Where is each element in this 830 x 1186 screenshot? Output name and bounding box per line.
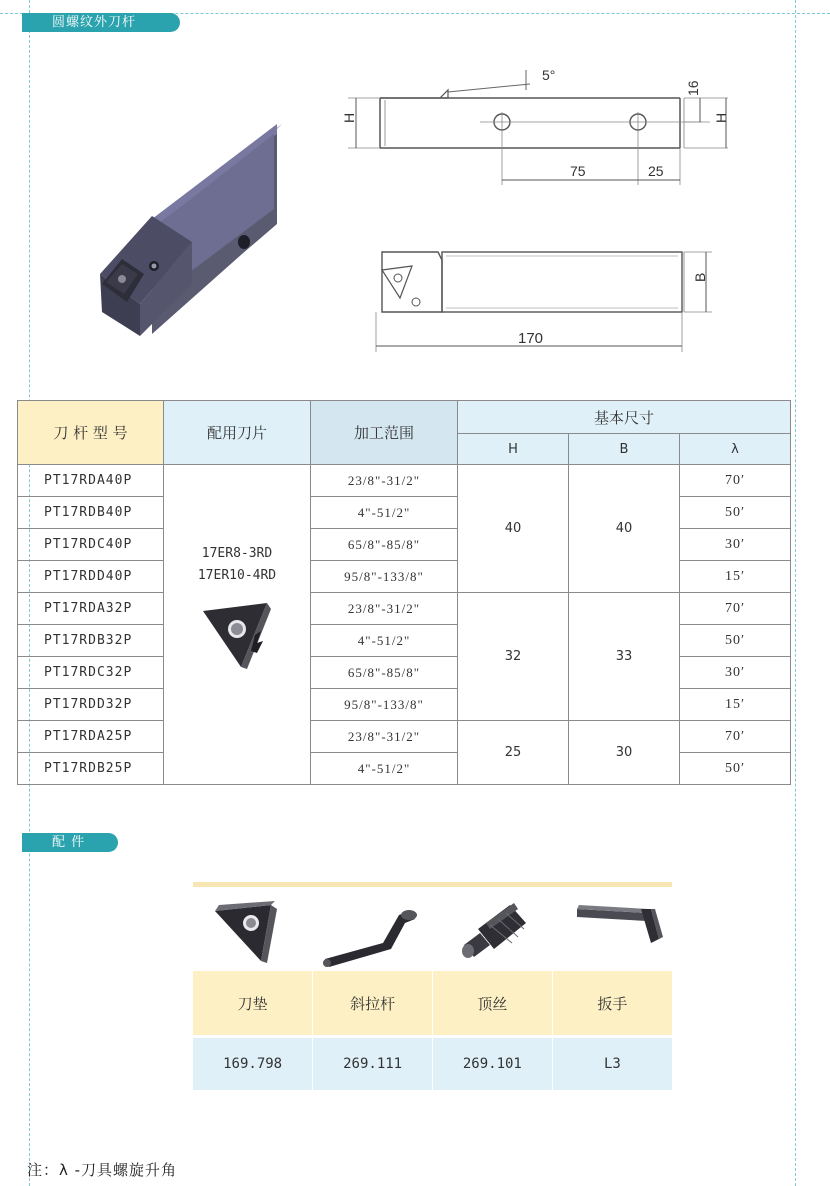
dim-5deg: 5° — [542, 67, 556, 83]
range-cell: 4"-51/2" — [311, 625, 458, 657]
tool-holder-3d-image — [92, 124, 282, 339]
accessories-panel — [193, 882, 672, 1090]
header-model: 刀 杆 型 号 — [18, 401, 164, 465]
model-cell: PT17RDD40P — [18, 561, 164, 593]
insert-cell — [164, 465, 311, 785]
dim-75: 75 — [570, 163, 586, 179]
lambda-cell: 70′ — [680, 465, 791, 497]
footnote: 注：λ -刀具螺旋升角 — [27, 1161, 178, 1179]
dim-h-left: H — [341, 112, 357, 123]
side-view-drawing — [330, 60, 750, 190]
lambda-cell: 70′ — [680, 593, 791, 625]
range-cell: 65/8"-85/8" — [311, 529, 458, 561]
shim-image — [211, 893, 281, 963]
acc-header: 顶丝 — [433, 971, 553, 1037]
set-screw-image — [456, 899, 534, 965]
range-cell: 95/8"-133/8" — [311, 689, 458, 721]
section-title-thread-holder: 圆螺纹外刀杆 — [22, 13, 180, 32]
range-cell: 65/8"-85/8" — [311, 657, 458, 689]
header-h: H — [458, 434, 569, 465]
model-cell: PT17RDA40P — [18, 465, 164, 497]
acc-header: 扳手 — [552, 971, 672, 1037]
table-row — [18, 721, 791, 753]
dim-h-right: H — [713, 112, 729, 123]
model-cell: PT17RDC40P — [18, 529, 164, 561]
lambda-cell: 50′ — [680, 753, 791, 785]
header-insert: 配用刀片 — [164, 401, 311, 465]
range-cell: 23/8"-31/2" — [311, 593, 458, 625]
header-b: B — [569, 434, 680, 465]
header-lambda: λ — [680, 434, 791, 465]
acc-header: 刀垫 — [193, 971, 313, 1037]
acc-value: 169.798 — [193, 1037, 313, 1091]
model-cell: PT17RDA25P — [18, 721, 164, 753]
dim-170: 170 — [518, 330, 544, 347]
acc-value: L3 — [552, 1037, 672, 1091]
lambda-cell: 30′ — [680, 529, 791, 561]
lambda-cell: 50′ — [680, 497, 791, 529]
b-value-cell: 33 — [569, 593, 680, 721]
h-value-cell: 32 — [458, 593, 569, 721]
model-cell: PT17RDB32P — [18, 625, 164, 657]
header-basic-dims: 基本尺寸 — [458, 401, 791, 434]
accessories-images — [193, 887, 672, 971]
model-cell: PT17RDB25P — [18, 753, 164, 785]
b-value-cell: 40 — [569, 465, 680, 593]
clamp-rod-image — [321, 897, 419, 967]
model-cell: PT17RDB40P — [18, 497, 164, 529]
h-value-cell: 25 — [458, 721, 569, 785]
lambda-cell: 15′ — [680, 689, 791, 721]
dim-25: 25 — [648, 163, 664, 179]
model-cell: PT17RDC32P — [18, 657, 164, 689]
spec-table — [17, 400, 791, 785]
lambda-cell: 15′ — [680, 561, 791, 593]
wrench-image — [573, 903, 663, 953]
range-cell: 95/8"-133/8" — [311, 561, 458, 593]
top-view-drawing — [360, 240, 730, 355]
acc-header: 斜拉杆 — [313, 971, 433, 1037]
insert-name: 17ER8-3RD — [201, 546, 273, 561]
range-cell: 4"-51/2" — [311, 497, 458, 529]
range-cell: 23/8"-31/2" — [311, 465, 458, 497]
range-cell: 4"-51/2" — [311, 753, 458, 785]
h-value-cell: 40 — [458, 465, 569, 593]
section-title-accessories: 配 件 — [22, 833, 118, 852]
lambda-cell: 30′ — [680, 657, 791, 689]
lambda-cell: 70′ — [680, 721, 791, 753]
accessories-table — [193, 971, 672, 1090]
lambda-cell: 50′ — [680, 625, 791, 657]
header-range: 加工范围 — [311, 401, 458, 465]
acc-value: 269.111 — [313, 1037, 433, 1091]
model-cell: PT17RDA32P — [18, 593, 164, 625]
acc-value: 269.101 — [433, 1037, 553, 1091]
table-row — [18, 465, 791, 497]
dim-16: 16 — [685, 80, 701, 96]
dim-b: B — [692, 272, 708, 282]
table-row — [18, 593, 791, 625]
model-cell: PT17RDD32P — [18, 689, 164, 721]
b-value-cell: 30 — [569, 721, 680, 785]
right-dashed-guide — [795, 0, 796, 1186]
insert-image — [197, 595, 277, 675]
insert-name: 17ER10-4RD — [197, 568, 277, 583]
range-cell: 23/8"-31/2" — [311, 721, 458, 753]
